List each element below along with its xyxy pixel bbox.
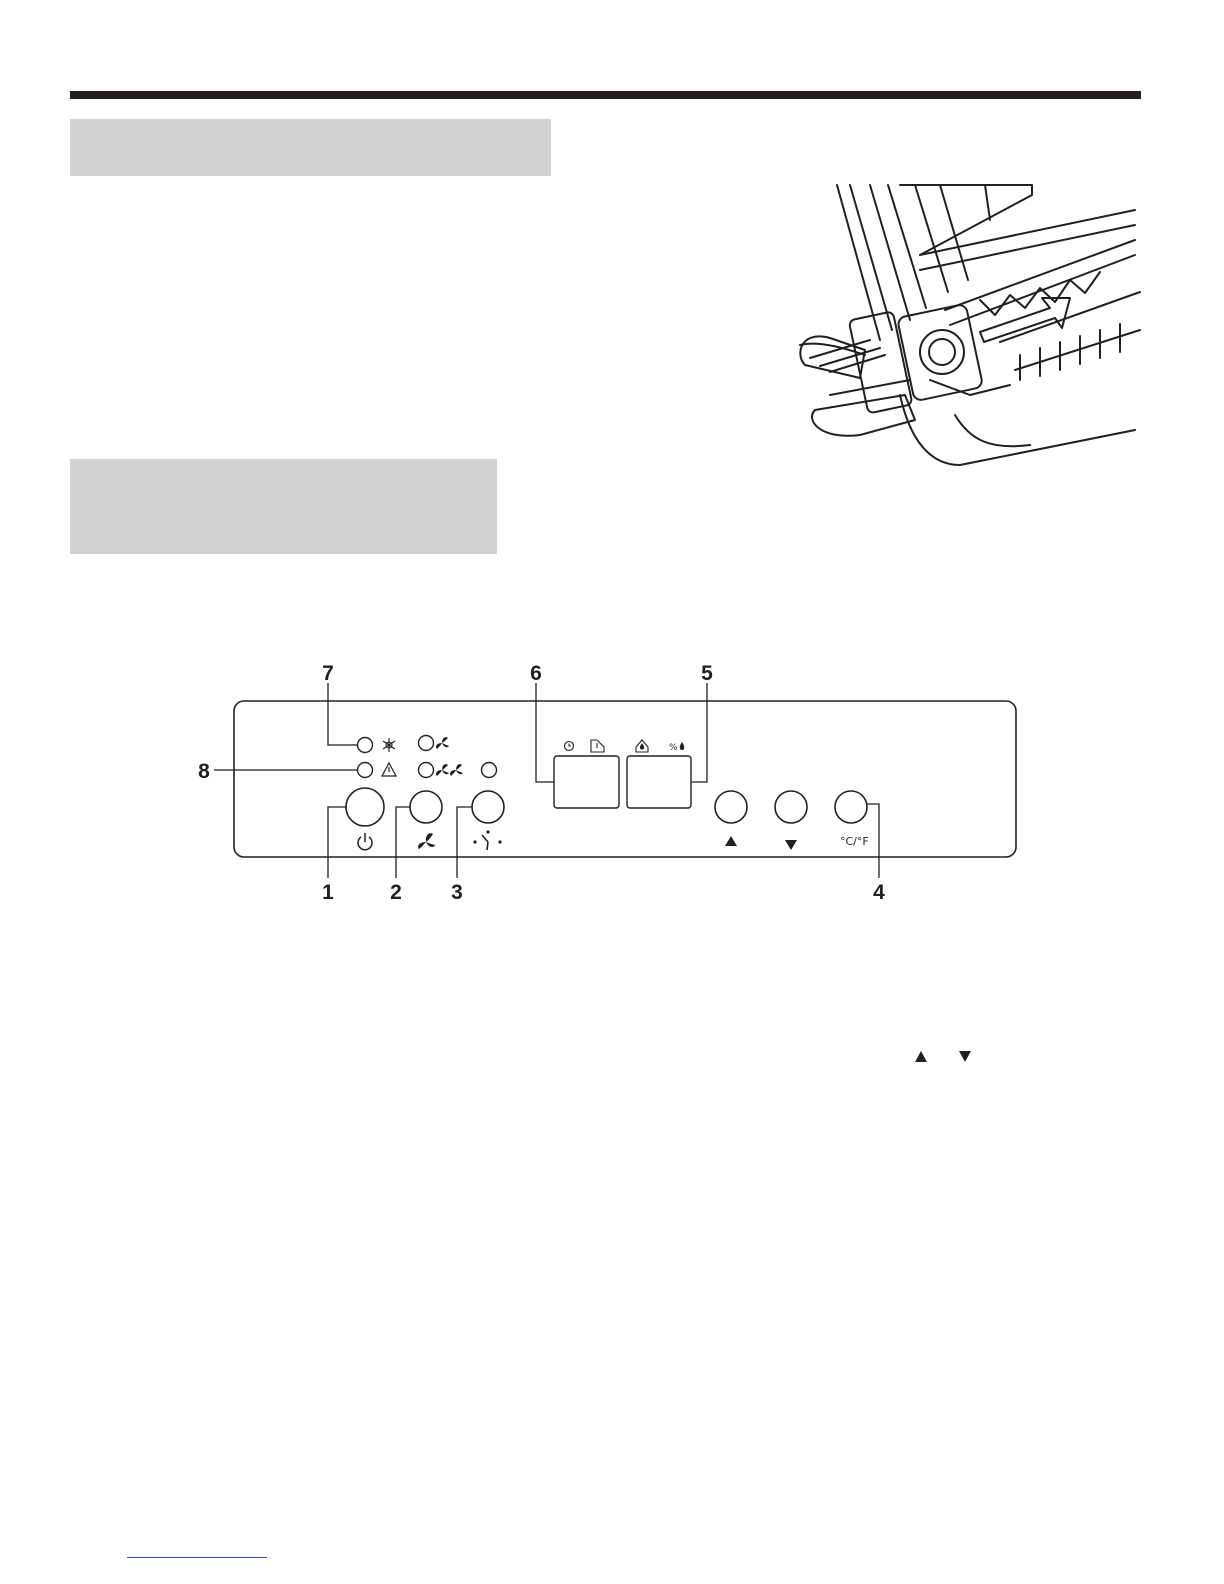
down-button[interactable] bbox=[775, 791, 807, 823]
timer-indicator-led bbox=[482, 763, 497, 778]
water-tank-icon bbox=[636, 740, 648, 752]
power-icon bbox=[358, 833, 372, 850]
callout-3: 3 bbox=[451, 881, 463, 904]
callout-8: 8 bbox=[198, 760, 210, 783]
callout-7: 7 bbox=[322, 662, 334, 685]
header-rule bbox=[70, 91, 1141, 99]
callout-6: 6 bbox=[530, 662, 542, 685]
up-button[interactable] bbox=[715, 791, 747, 823]
timer-button[interactable] bbox=[472, 791, 504, 823]
inline-down-arrow-icon bbox=[959, 1051, 971, 1062]
warning-icon bbox=[382, 763, 396, 776]
humidity-symbol: % bbox=[669, 743, 678, 753]
fan-low-indicator-led bbox=[419, 736, 434, 751]
unit-toggle-button[interactable] bbox=[835, 791, 867, 823]
section-heading-band-2 bbox=[70, 459, 497, 554]
clock-icon bbox=[565, 742, 574, 751]
fan-high-indicator-led bbox=[419, 763, 434, 778]
fan-icon bbox=[418, 833, 435, 849]
fan-high-icon bbox=[436, 764, 463, 776]
droplet-icon bbox=[680, 742, 685, 750]
section-heading-band-1 bbox=[70, 119, 551, 176]
timer-display bbox=[554, 756, 619, 808]
alert-indicator-led bbox=[358, 763, 373, 778]
unit-toggle-label: °C/°F bbox=[840, 835, 869, 848]
control-panel-diagram bbox=[190, 650, 1030, 910]
callout-2: 2 bbox=[390, 881, 402, 904]
alert-icon bbox=[591, 740, 604, 752]
up-arrow-icon bbox=[725, 836, 737, 846]
fan-low-icon bbox=[436, 737, 449, 749]
snowflake-icon bbox=[383, 738, 395, 752]
callout-5: 5 bbox=[701, 662, 713, 685]
callout-1: 1 bbox=[322, 881, 334, 904]
footer-link-underline[interactable] bbox=[127, 1557, 267, 1558]
down-arrow-icon bbox=[785, 840, 797, 850]
callout-4: 4 bbox=[873, 881, 885, 904]
humidity-display bbox=[627, 756, 691, 808]
inline-up-arrow-icon bbox=[915, 1051, 927, 1062]
timer-icon bbox=[474, 831, 501, 850]
control-panel-outline bbox=[234, 701, 1016, 857]
power-button[interactable] bbox=[346, 788, 384, 826]
inline-up-down-arrows bbox=[905, 1046, 985, 1068]
dehumidify-indicator-led bbox=[358, 738, 373, 753]
unit-hose-connector-illustration bbox=[770, 180, 1142, 470]
fan-button[interactable] bbox=[410, 791, 442, 823]
